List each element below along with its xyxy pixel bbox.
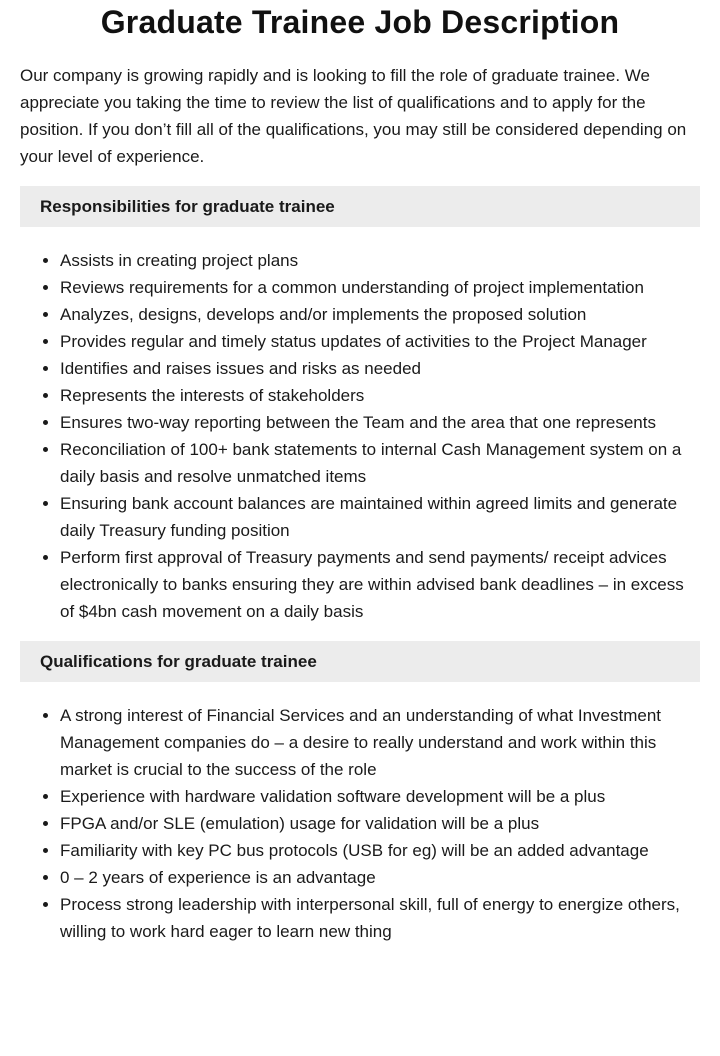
list-item: • Ensures two-way reporting between the Team and the area that one represents	[60, 409, 700, 436]
responsibilities-list	[20, 247, 700, 625]
list-item: • Assists in creating project plans	[60, 247, 700, 274]
list-item: • FPGA and/or SLE (emulation) usage for validation will be a plus	[60, 810, 700, 837]
list-item: • Represents the interests of stakeholders	[60, 382, 700, 409]
qualifications-list	[20, 702, 700, 945]
responsibilities-heading: Responsibilities for graduate trainee	[20, 186, 700, 227]
intro-paragraph: Our company is growing rapidly and is looking to fill the role of graduate trainee. We appreciate you taking the time to review the list of qualifications and to apply for the position. If you don’t fill all of the qualifications, you may still be considered depending on your level of experience.	[20, 66, 687, 166]
list-item: • Reviews requirements for a common understanding of project implementation	[60, 274, 700, 301]
list-item: • Familiarity with key PC bus protocols (USB for eg) will be an added advantage	[60, 837, 700, 864]
list-item: • Provides regular and timely status updates of activities to the Project Manager	[60, 328, 700, 355]
list-item: • Process strong leadership with interpersonal skill, full of energy to energize others, willing to work hard eager to learn new thing	[60, 891, 700, 945]
list-item: • Perform first approval of Treasury payments and send payments/ receipt advices electronically to banks ensuring they are within advised bank deadlines – in excess of $4bn cash movement on a daily basis	[60, 544, 700, 625]
page-title: Graduate Trainee Job Description	[100, 4, 620, 40]
list-item: • 0 – 2 years of experience is an advantage	[60, 864, 700, 891]
qualifications-heading: Qualifications for graduate trainee	[20, 641, 700, 682]
list-item: • Ensuring bank account balances are maintained within agreed limits and generate daily Treasury funding position	[60, 490, 700, 544]
list-item: • Experience with hardware validation software development will be a plus	[60, 783, 700, 810]
list-item: • Analyzes, designs, develops and/or implements the proposed solution	[60, 301, 700, 328]
list-item: • A strong interest of Financial Services and an understanding of what Investment Management companies do – a desire to really understand and work within this market is crucial to the success of the role	[60, 702, 700, 783]
list-item: • Reconciliation of 100+ bank statements to internal Cash Management system on a daily basis and resolve unmatched items	[60, 436, 700, 490]
list-item: • Identifies and raises issues and risks as needed	[60, 355, 700, 382]
